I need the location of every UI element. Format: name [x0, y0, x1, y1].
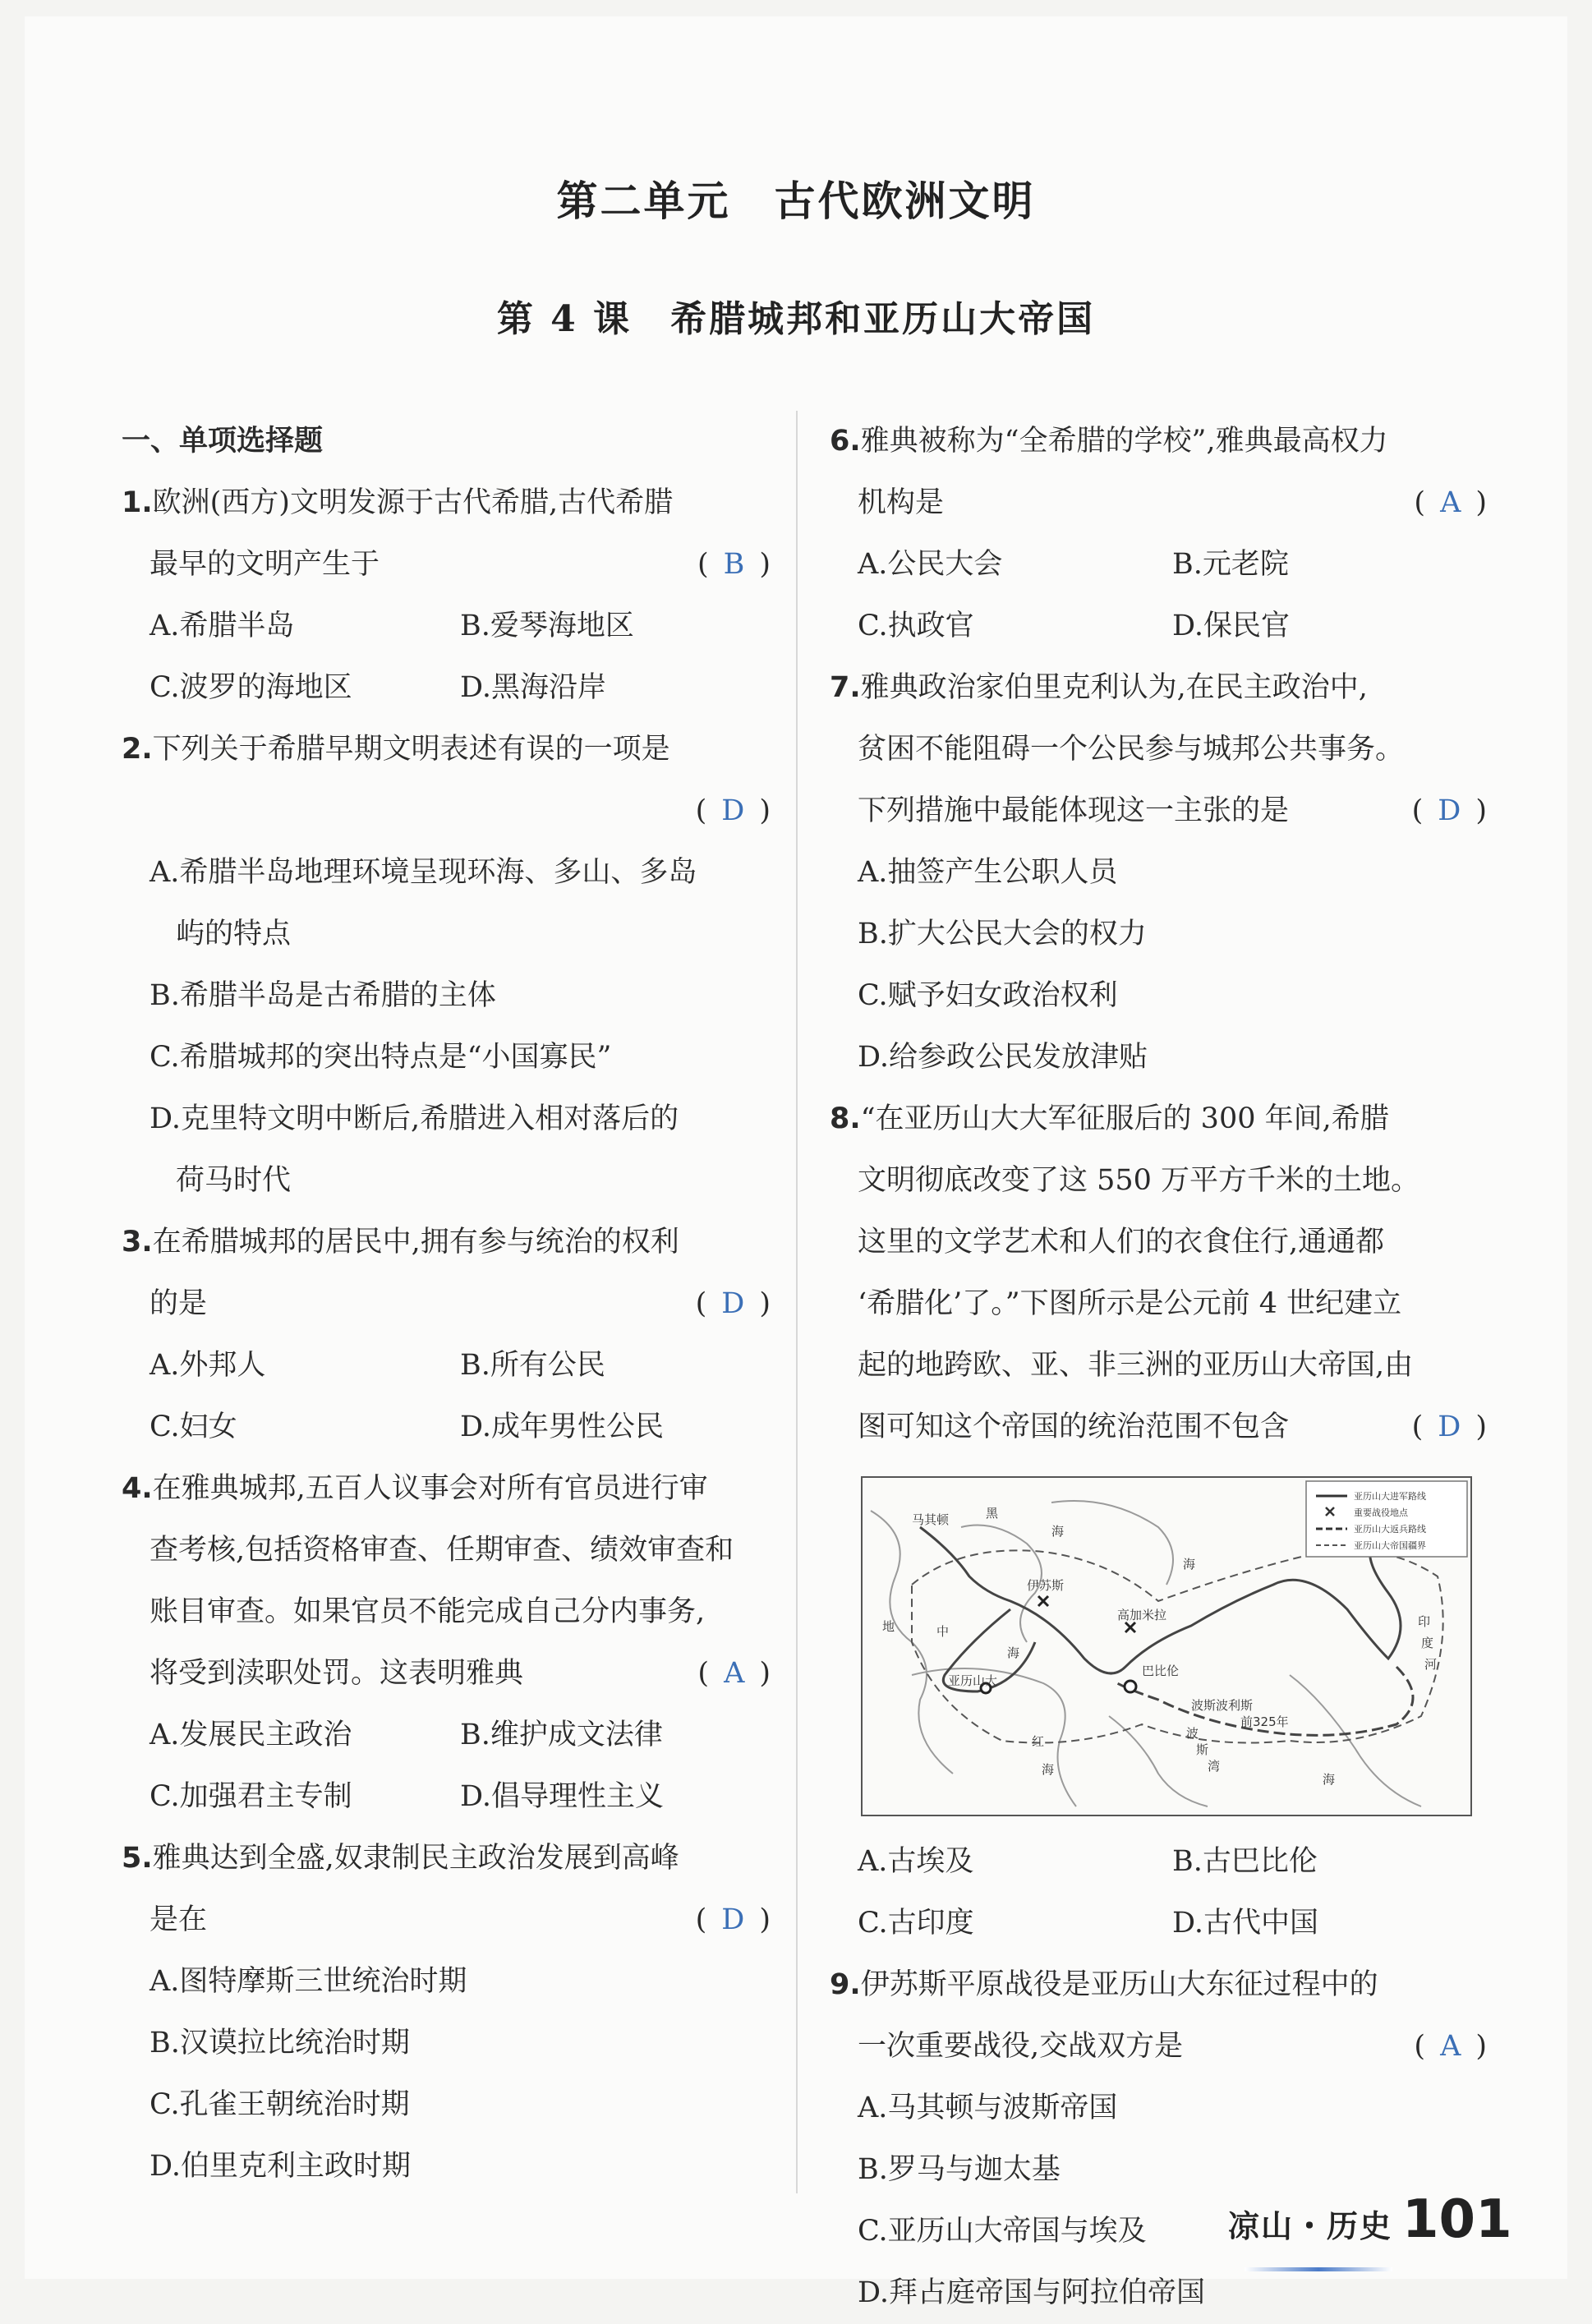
question-stem-line: 起的地跨欧、亚、非三洲的亚历山大帝国,由: [858, 1349, 1414, 1382]
question-stem-line: ‘希腊化’了。”下图所示是公元前 4 世纪建立: [858, 1287, 1402, 1320]
question-stem-line: 账目审查。如果官员不能完成自己分内事务,: [150, 1595, 706, 1628]
legend-label: 亚历山大帝国疆界: [1354, 1540, 1426, 1551]
map-label: 高加米拉: [1117, 1608, 1167, 1622]
map-label: 河: [1424, 1657, 1438, 1672]
page-footer: [1228, 2189, 1512, 2250]
question-stem-line: 一次重要战役,交战双方是 ( A ): [830, 2016, 1487, 2078]
answer-letter: A: [724, 1657, 745, 1690]
question-1: [122, 472, 771, 719]
legend-label: 亚历山大进军路线: [1354, 1491, 1426, 1502]
map-label: 海: [1323, 1772, 1336, 1787]
question-stem-line: 6.雅典被称为“全希腊的学校”,雅典最高权力: [830, 425, 1388, 458]
answer-bracket: ( A ): [1414, 486, 1487, 519]
question-stem-line: 1.欧洲(西方)文明发源于古代希腊,古代希腊: [122, 486, 674, 519]
map-label: 伊苏斯: [1027, 1578, 1065, 1593]
map-label: 前325年: [1240, 1714, 1289, 1729]
option: B.汉谟拉比统治时期: [150, 2027, 410, 2059]
answer-bracket: ( D ): [1411, 794, 1487, 827]
question-4: [122, 1458, 771, 1828]
answer-letter: D: [1438, 1411, 1461, 1443]
option-row: [122, 1335, 771, 1397]
question-6: [830, 411, 1487, 657]
map-label: 度: [1421, 1636, 1434, 1650]
answer-letter: D: [721, 794, 745, 827]
question-stem-line: [122, 780, 771, 842]
question-stem-line: 3.在希腊城邦的居民中,拥有参与统治的权利: [122, 1226, 679, 1259]
battle-site-marker: [1038, 1596, 1048, 1606]
question-stem-line: 5.雅典达到全盛,奴隶制民主政治发展到高峰: [122, 1842, 679, 1875]
option: A.外邦人: [150, 1349, 266, 1382]
option-row: [830, 534, 1487, 596]
column-divider: [796, 411, 798, 2193]
answer-letter: D: [1438, 794, 1461, 827]
answer-bracket: ( B ): [697, 548, 771, 581]
option: D.古代中国: [1172, 1907, 1318, 1940]
coastline: [912, 1668, 1076, 1806]
option-row: [830, 1831, 1487, 1893]
question-stem-line: 下列措施中最能体现这一主张的是 ( D ): [830, 780, 1487, 842]
answer-letter: D: [721, 1903, 745, 1936]
map-label: 湾: [1208, 1759, 1221, 1774]
option: C.古印度: [858, 1907, 974, 1940]
answer-bracket: ( D ): [695, 1903, 771, 1936]
answer-letter: A: [1440, 486, 1461, 519]
map-label: 中: [936, 1624, 950, 1639]
option: A.希腊半岛: [150, 610, 295, 642]
option: A.图特摩斯三世统治时期: [150, 1965, 467, 1998]
option: D.克里特文明中断后,希腊进入相对落后的: [150, 1102, 679, 1135]
alexander-empire-map: [861, 1476, 1472, 1816]
section-title: 一、单项选择题: [122, 425, 324, 458]
option: A.公民大会: [858, 548, 1003, 581]
question-stem-line: 的是 ( D ): [122, 1273, 771, 1335]
question-stem-line: 8.“在亚历山大大军征服后的 300 年间,希腊: [830, 1102, 1389, 1135]
answer-letter: D: [721, 1287, 745, 1320]
answer-bracket: ( A ): [697, 1657, 771, 1690]
lesson-title: 第 4 课 希腊城邦和亚历山大帝国: [496, 298, 1096, 340]
option: A.发展民主政治: [150, 1719, 352, 1751]
footer-decoration: [1245, 2267, 1392, 2271]
option-row: [122, 657, 771, 719]
option: C.希腊城邦的突出特点是“小国寡民”: [150, 1041, 612, 1074]
option: A.古埃及: [858, 1845, 974, 1878]
option: C.孔雀王朝统治时期: [150, 2088, 410, 2121]
answer-bracket: ( D ): [695, 794, 771, 827]
page-number: 101: [1402, 2189, 1512, 2250]
answer-bracket: ( D ): [695, 1287, 771, 1320]
question-stem-line: 这里的文学艺术和人们的衣食住行,通通都: [858, 1226, 1385, 1259]
option-row: [122, 1766, 771, 1828]
map-label: 海: [1007, 1645, 1020, 1660]
right-column: [830, 411, 1487, 2324]
option-row: [122, 596, 771, 657]
question-stem-line: 7.雅典政治家伯里克利认为,在民主政治中,: [830, 671, 1368, 704]
option: A.马其顿与波斯帝国: [858, 2092, 1118, 2124]
left-column: [122, 411, 771, 2197]
option: B.所有公民: [460, 1349, 605, 1382]
answer-bracket: ( A ): [1414, 2030, 1487, 2063]
map-label: 马其顿: [912, 1512, 950, 1527]
legend-label: 亚历山大返兵路线: [1354, 1524, 1426, 1535]
option: D.成年男性公民: [460, 1411, 664, 1443]
question-stem-line: 将受到渎职处罚。这表明雅典 ( A ): [122, 1643, 771, 1705]
option: B.罗马与迦太基: [858, 2153, 1061, 2186]
map-label: 海: [1042, 1762, 1055, 1777]
unit-title: 第二单元 古代欧洲文明: [556, 177, 1036, 225]
option: B.维护成文法律: [460, 1719, 663, 1751]
option: A.希腊半岛地理环境呈现环海、多山、多岛: [150, 856, 697, 889]
option-continuation: 屿的特点: [176, 918, 292, 950]
question-stem-line: 图可知这个帝国的统治范围不包含 ( D ): [830, 1397, 1487, 1458]
coastline: [1290, 1675, 1421, 1806]
question-stem-line: 贫困不能阻碍一个公民参与城邦公共事务。: [858, 733, 1405, 766]
question-stem-line: 机构是 ( A ): [830, 472, 1487, 534]
option: D.保民官: [1172, 610, 1290, 642]
option: A.抽签产生公职人员: [858, 856, 1118, 889]
option: C.亚历山大帝国与埃及: [858, 2215, 1147, 2248]
option-row: [122, 1705, 771, 1766]
map-label: 海: [1051, 1524, 1065, 1539]
map-label: 印: [1418, 1614, 1431, 1629]
option: D.伯里克利主政时期: [150, 2150, 411, 2183]
footer-label: 凉山・历史: [1228, 2208, 1393, 2244]
question-stem-line: 查考核,包括资格审查、任期审查、绩效审查和: [150, 1534, 734, 1567]
question-8: [830, 1088, 1487, 1954]
map-label: 巴比伦: [1142, 1664, 1180, 1678]
option: B.爱琴海地区: [460, 610, 634, 642]
option: D.给参政公民发放津贴: [858, 1041, 1148, 1074]
question-3: [122, 1212, 771, 1458]
battle-site-marker: [1125, 1622, 1135, 1632]
city-marker: [1125, 1681, 1136, 1692]
option: C.赋予妇女政治权利: [858, 979, 1118, 1012]
option-row: [830, 1893, 1487, 1954]
empire-boundary: [912, 1550, 1443, 1743]
answer-bracket: ( D ): [1411, 1411, 1487, 1443]
map-label: 亚历山大: [948, 1673, 998, 1688]
answer-letter: B: [723, 548, 745, 581]
map-label: 波斯波利斯: [1191, 1698, 1254, 1713]
question-stem-line: 9.伊苏斯平原战役是亚历山大东征过程中的: [830, 1968, 1378, 2001]
map-label: 波: [1186, 1726, 1199, 1741]
map-label: 红: [1032, 1734, 1045, 1749]
option: B.元老院: [1172, 548, 1289, 581]
map-label: 海: [1183, 1557, 1196, 1572]
option: B.古巴比伦: [1172, 1845, 1318, 1878]
question-5: [122, 1828, 771, 2197]
option-continuation: 荷马时代: [176, 1164, 292, 1197]
map-label: 斯: [1196, 1742, 1209, 1757]
option: C.波罗的海地区: [150, 671, 352, 704]
option: C.加强君主专制: [150, 1780, 352, 1813]
option-row: [830, 596, 1487, 657]
option: C.执政官: [858, 610, 974, 642]
option: D.倡导理性主义: [460, 1780, 664, 1813]
question-stem-line: 4.在雅典城邦,五百人议事会对所有官员进行审: [122, 1472, 708, 1505]
option: D.拜占庭帝国与阿拉伯帝国: [858, 2276, 1205, 2309]
map-label: 黑: [986, 1506, 999, 1521]
map-label: 地: [882, 1619, 895, 1634]
question-2: [122, 719, 771, 1212]
question-stem-line: 文明彻底改变了这 550 万平方千米的土地。: [858, 1164, 1420, 1197]
option-row: [122, 1397, 771, 1458]
question-stem-line: 最早的文明产生于 ( B ): [122, 534, 771, 596]
option: D.黑海沿岸: [460, 671, 606, 704]
question-stem-line: 2.下列关于希腊早期文明表述有误的一项是: [122, 733, 670, 766]
option: B.希腊半岛是古希腊的主体: [150, 979, 496, 1012]
legend-label: 重要战役地点: [1354, 1507, 1408, 1518]
answer-letter: A: [1440, 2030, 1461, 2063]
question-7: [830, 657, 1487, 1088]
option: C.妇女: [150, 1411, 237, 1443]
option: B.扩大公民大会的权力: [858, 918, 1147, 950]
question-stem-line: 是在 ( D ): [122, 1889, 771, 1951]
map-svg: [863, 1478, 1470, 1815]
